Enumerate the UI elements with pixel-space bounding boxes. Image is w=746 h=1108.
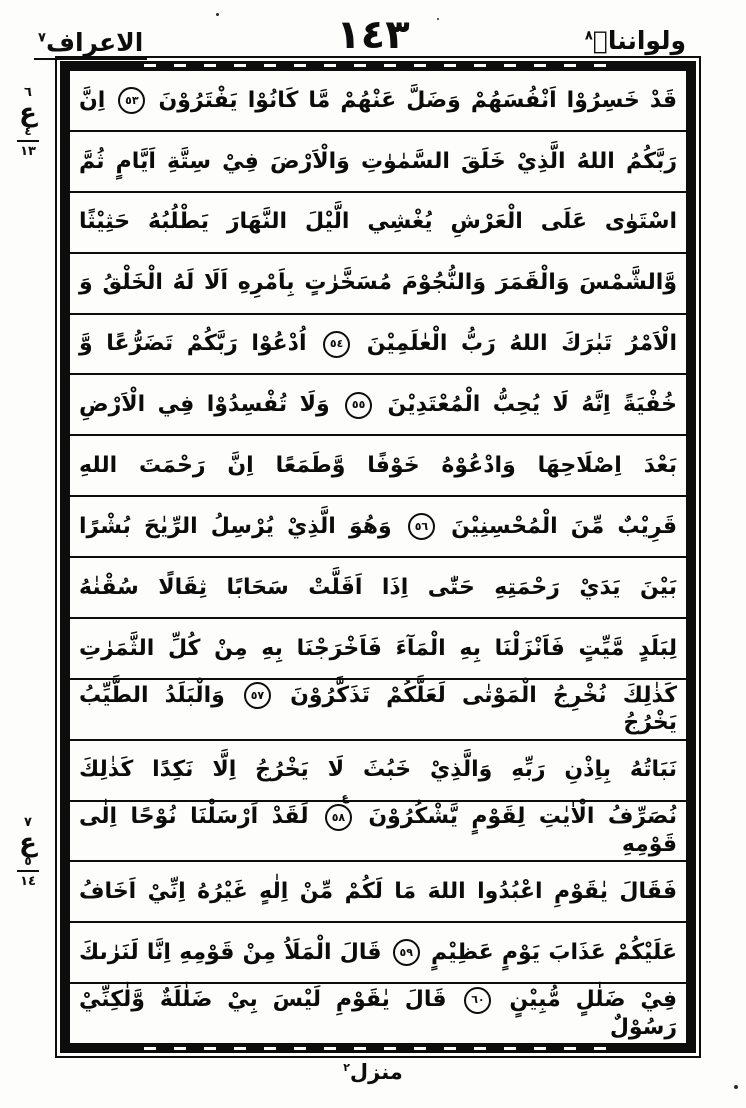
ain-icon: ع — [19, 828, 37, 858]
quran-line-text: عَلَيْكُمْ عَذَابَ يَوْمٍ عَظِيْمٍ ٥٩ قَالَ الْمَلَاُ مِنْ قَوْمِهِ اِنَّا لَنَرٰىكَ — [79, 939, 677, 965]
aya-end-marker: ٥٩ — [393, 939, 420, 966]
quran-line — [70, 790, 686, 863]
ruku-end-icon: ع — [341, 790, 349, 804]
quran-line-text: فَقَالَ يٰقَوْمِ اعْبُدُوا اللهَ مَا لَكُمْ مِّنْ اِلٰهٍ غَيْرُهُ اِنِّيْ اَخَافُ — [79, 879, 677, 905]
ornamental-frame-outer — [55, 56, 701, 1058]
juz-number: ٨ — [584, 28, 593, 44]
aya-end-marker: ٥٧ — [244, 682, 271, 709]
ruku-marker — [10, 816, 46, 888]
ruku-surah-count: ٦ — [24, 85, 32, 100]
quran-line — [70, 132, 686, 193]
quran-line-text: فِيْ ضَلٰلٍ مُّبِيْنٍ ٦٠ قَالَ يٰقَوْمِ لَيْسَ بِيْ ضَلٰلَةٌ وَّلٰكِنِّيْ رَسُوْلٌ — [79, 987, 677, 1040]
quran-line — [70, 680, 686, 741]
manzil-label: منزل — [349, 1060, 403, 1084]
aya-end-marker: ٦٠ — [464, 987, 491, 1014]
surah-name: الاعراف — [45, 28, 144, 57]
quran-line-text: قَرِيْبٌ مِّنَ الْمُحْسِنِيْنَ ٥٦ وَهُوَ الَّذِيْ يُرْسِلُ الرِّيٰحَ بُشْرًا — [79, 513, 677, 539]
quran-line-text: رَبَّكُمُ اللهُ الَّذِيْ خَلَقَ السَّمٰوٰتِ وَالْاَرْضَ فِيْ سِتَّةِ اَيَّامٍ ثُمَّ — [79, 148, 677, 174]
quran-line-text: خُفْيَةً اِنَّهُ لَا يُحِبُّ الْمُعْتَدِيْنَ ٥٥ وَلَا تُفْسِدُوْا فِي الْاَرْضِ — [79, 392, 677, 418]
quran-line — [70, 71, 686, 132]
quran-line — [70, 741, 686, 802]
quran-line-text: بَعْدَ اِصْلَاحِهَا وَادْعُوْهُ خَوْفًا وَّطَمَعًا اِنَّ رَحْمَتَ اللهِ — [79, 452, 677, 478]
quran-line-text: كَذٰلِكَ نُخْرِجُ الْمَوْتٰى لَعَلَّكُمْ تَذَكَّرُوْنَ ٥٧ وَالْبَلَدُ الطَّيِّبُ يَخْرُجُ — [79, 682, 677, 736]
quran-line — [70, 984, 686, 1043]
scan-speck — [734, 1085, 738, 1089]
ruku-inner-count: ٤ — [24, 124, 32, 138]
quran-line-text: نَبَاتُهُ بِاِذْنِ رَبِّهِ وَالَّذِيْ خَبُثَ لَا يَخْرُجُ اِلَّا نَكِدًا كَذٰلِكَ — [79, 757, 677, 783]
quran-line — [70, 497, 686, 558]
quran-line-text: بَيْنَ يَدَيْ رَحْمَتِهِ حَتّٰى اِذَا اَقَلَّتْ سَحَابًا ثِقَالًا سُقْنٰهُ — [79, 574, 677, 600]
aya-end-marker: ٥٦ — [408, 513, 435, 540]
text-lines — [70, 71, 686, 1043]
quran-line — [70, 923, 686, 984]
page-number: ١٤٣ — [336, 12, 410, 58]
ruku-inner-count: ٥ — [24, 854, 32, 868]
quran-line-text: لِبَلَدٍ مَّيِّتٍ فَاَنْزَلْنَا بِهِ الْمَآءَ فَاَخْرَجْنَا بِهِ مِنْ كُلِّ الثَّمَرٰتِ — [79, 635, 677, 661]
quran-line-text: وَّالشَّمْسَ وَالْقَمَرَ وَالنُّجُوْمَ مُسَخَّرٰتٍ بِاَمْرِهِ اَلَا لَهُ الْخَلْقُ وَ — [79, 270, 677, 296]
ruku-surah-count: ٧ — [24, 815, 32, 830]
quran-line — [70, 375, 686, 436]
quran-line — [70, 315, 686, 376]
quran-line — [70, 193, 686, 254]
quran-line-text: الْاَمْرُ تَبٰرَكَ اللهُ رَبُّ الْعٰلَمِيْنَ ٥٤ اُدْعُوْا رَبَّكُمْ تَضَرُّعًا وَّ — [79, 331, 677, 357]
manzil-number: ٢ — [343, 1061, 350, 1074]
aya-end-marker: ٥٤ — [323, 331, 350, 358]
surah-number: ٧ — [38, 30, 46, 46]
quran-line — [70, 436, 686, 497]
quran-line — [70, 862, 686, 923]
quran-line-text: اسْتَوٰى عَلَى الْعَرْشِ يُغْشِي الَّيْلَ النَّهَارَ يَطْلُبُهُ حَثِيْثًا — [79, 209, 677, 235]
quran-line-text: قَدْ خَسِرُوْا اَنْفُسَهُمْ وَضَلَّ عَنْهُمْ مَّا كَانُوْا يَفْتَرُوْنَ ٥٣ اِنَّ — [79, 87, 677, 113]
ruku-verse-count: ١٤ — [17, 870, 39, 888]
scan-speck — [437, 18, 439, 20]
aya-end-marker: ٥٣ — [118, 87, 145, 114]
aya-end-marker: ٥٨ ع — [325, 804, 352, 831]
quran-line — [70, 254, 686, 315]
aya-end-marker: ٥٥ — [345, 392, 372, 419]
juz-name: ولوانناۤ — [592, 26, 686, 55]
quran-line — [70, 558, 686, 619]
scan-speck — [216, 13, 219, 16]
ain-icon: ع — [19, 98, 37, 128]
ornamental-frame-band — [60, 61, 696, 1053]
quran-line — [70, 619, 686, 680]
ruku-verse-count: ١٣ — [17, 140, 39, 158]
quran-line-text: نُصَرِّفُ الْاٰيٰتِ لِقَوْمٍ يَّشْكُرُوْنَ ٥٨ ع لَقَدْ اَرْسَلْنَا نُوْحًا اِلٰى قَوْمِهِ — [79, 790, 677, 857]
ruku-marker — [10, 86, 46, 158]
manzil-catchword — [0, 1060, 746, 1084]
